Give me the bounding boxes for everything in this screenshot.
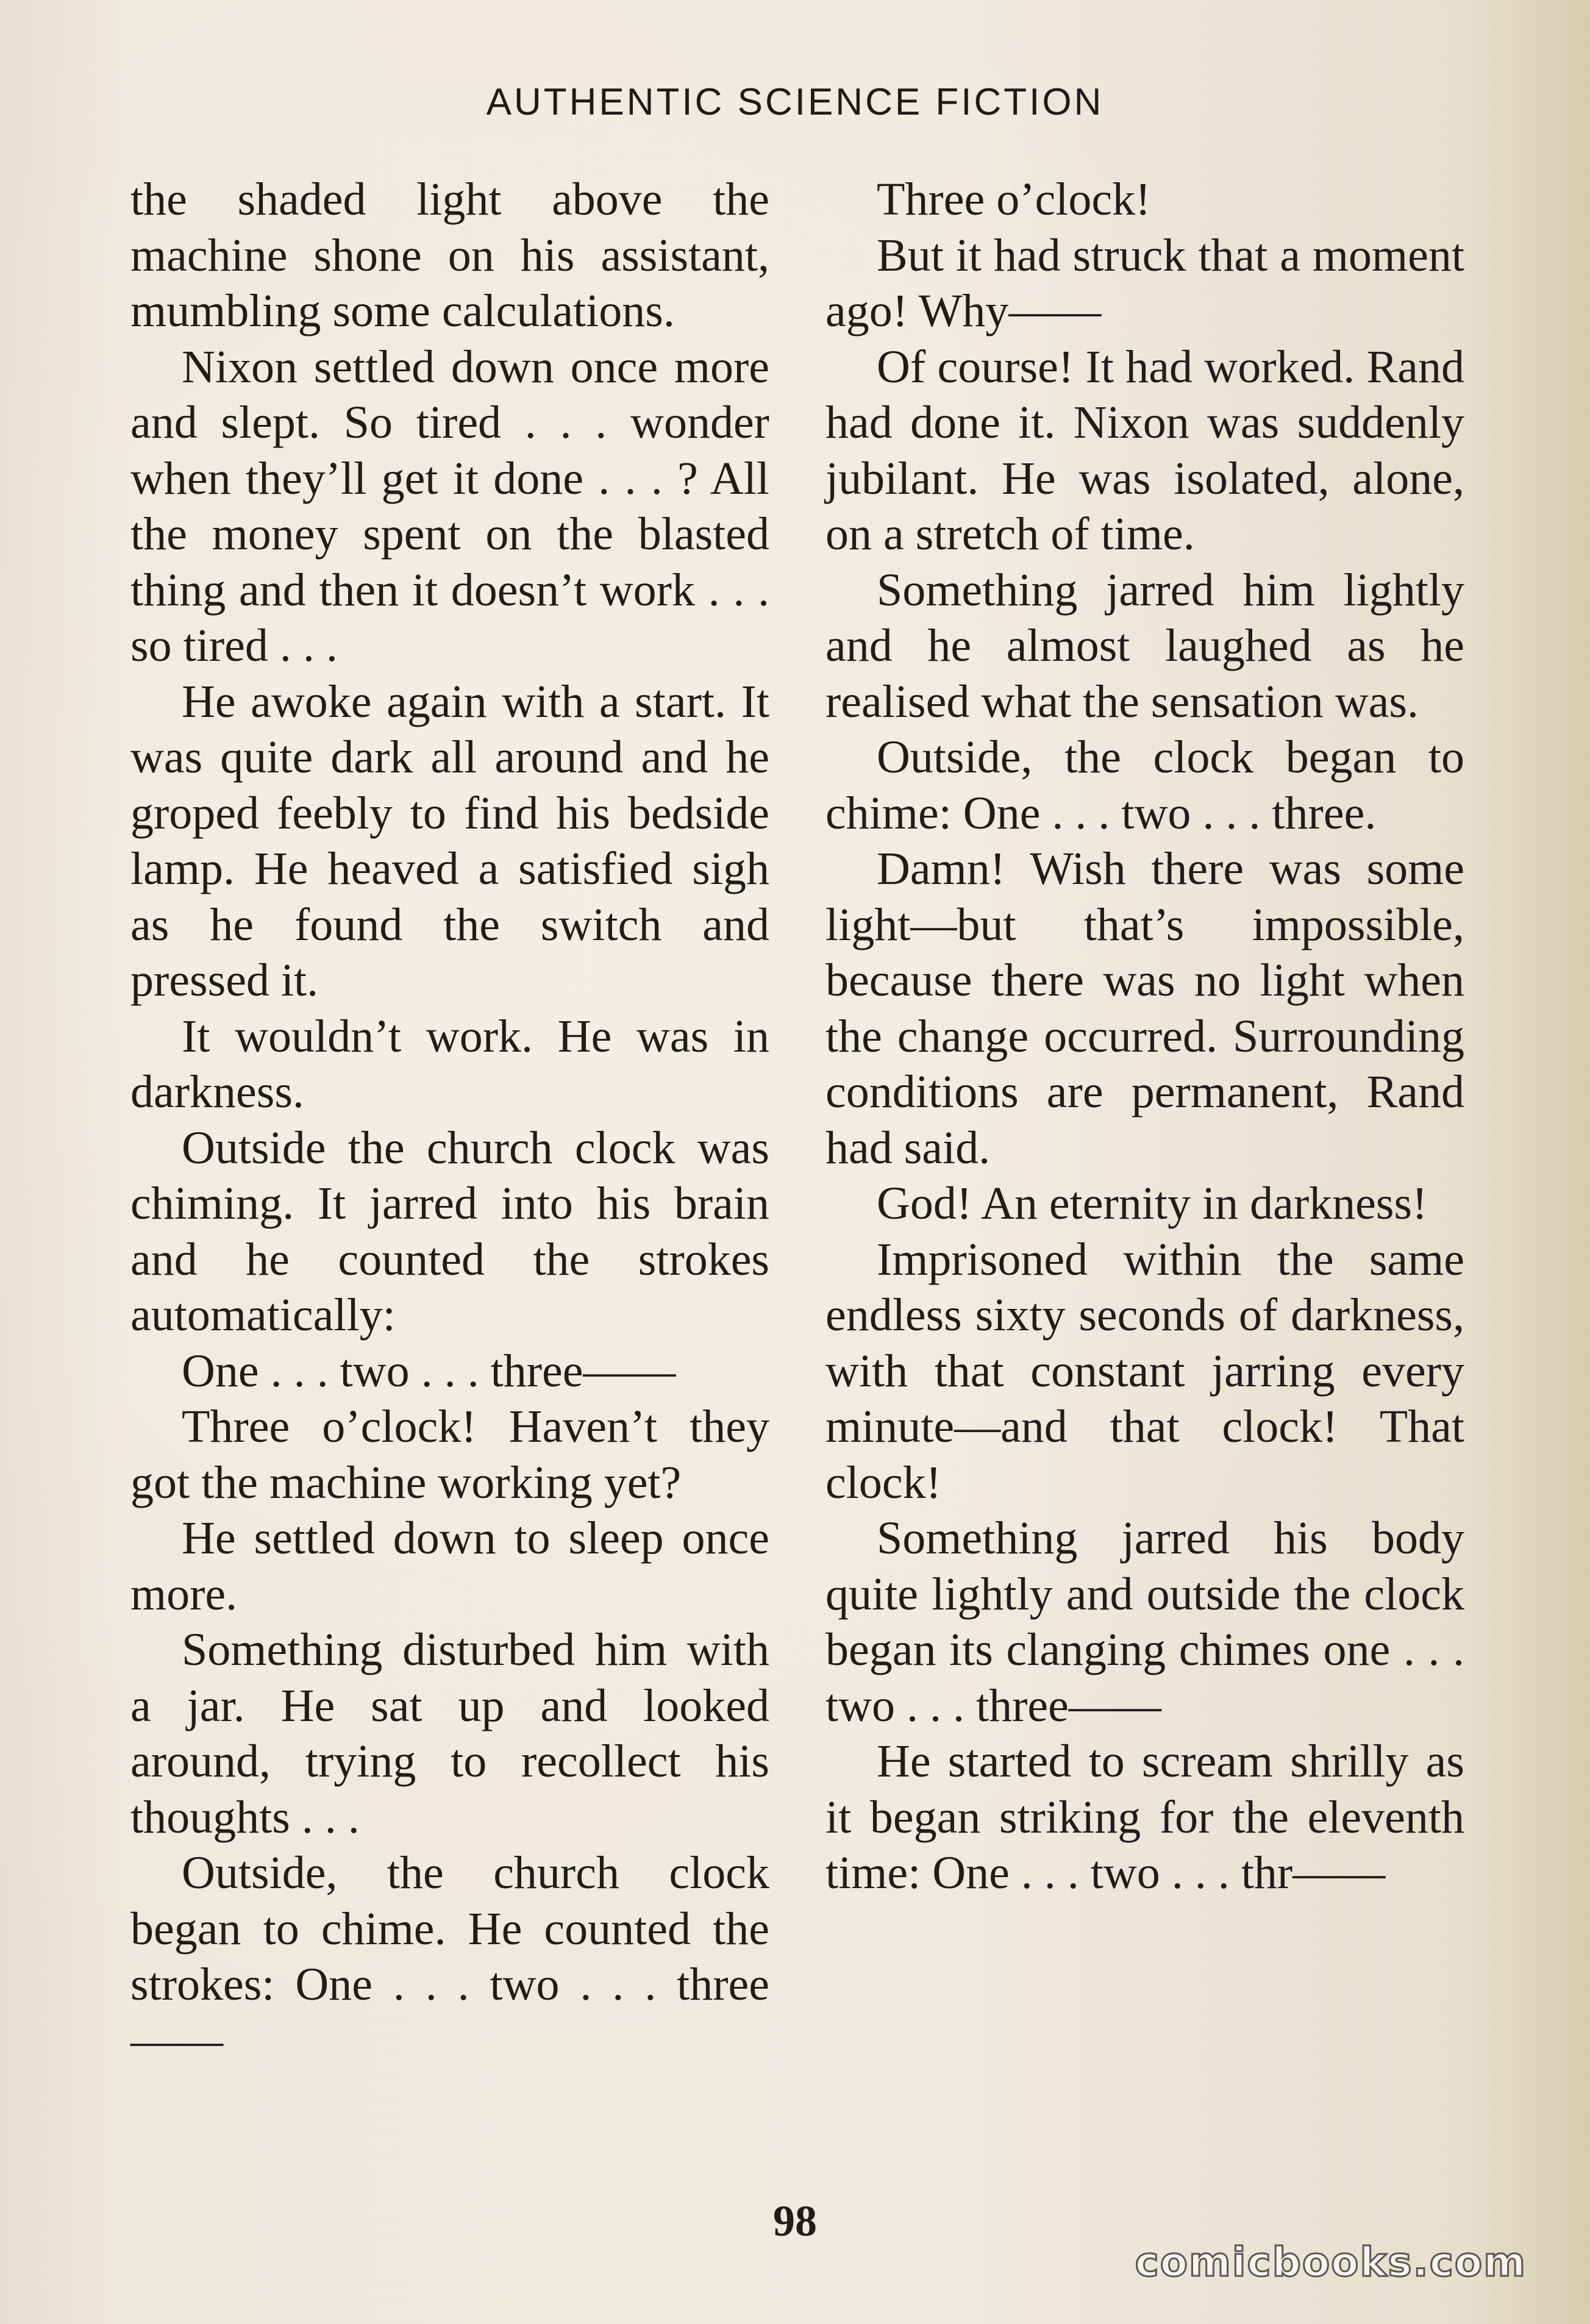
running-header: AUTHENTIC SCIENCE FICTION (486, 81, 1104, 123)
right-text-column (825, 172, 1464, 1902)
source-watermark: comicbooks.com (1135, 2239, 1527, 2286)
paragraph: Something jarred him lightly and he almost laughed as he realised what the sensation was. (825, 564, 1464, 727)
paragraph: Three o’clock! (877, 174, 1151, 225)
paragraph: He settled down to sleep once more. (130, 1513, 769, 1620)
paragraph: Nixon settled down once more and slept. So tired . . . wonder when they’ll get it done . . . ? All the money spent on the blasted thing and then it doesn’t work . . . so tired . . . (130, 341, 769, 671)
paragraph: Something jarred his body quite lightly and outside the clock began its clanging chimes one . . . two . . . three—— (825, 1513, 1464, 1731)
paragraph: God! An eternity in darkness! (877, 1178, 1428, 1229)
paragraph: He started to scream shrilly as it began striking for the eleventh time: One . . . two . . . thr—— (825, 1736, 1464, 1898)
paragraph: It wouldn’t work. He was in darkness. (130, 1010, 769, 1117)
paragraph: Outside, the clock began to chime: One . . . two . . . three. (825, 732, 1464, 839)
paragraph: Outside the church clock was chiming. It jarred into his brain and he counted the strokes automatically: (130, 1122, 769, 1341)
paragraph: Outside, the church clock began to chime. He counted the strokes: One . . . two . . . three—— (130, 1847, 769, 2066)
paragraph: Damn! Wish there was some light—but that’s impossible, because there was no light when the change occurred. Surrounding conditions are permanent, Rand had said. (825, 843, 1464, 1174)
paragraph: Something disturbed him with a jar. He sat up and looked around, trying to recollect his thoughts . . . (130, 1624, 769, 1843)
paragraph: He awoke again with a start. It was quite dark all around and he groped feebly to find his bedside lamp. He heaved a satisfied sigh as he found the switch and pressed it. (130, 675, 769, 1006)
paragraph: Three o’clock! Haven’t they got the machine working yet? (130, 1401, 769, 1508)
paragraph: One . . . two . . . three—— (182, 1345, 676, 1397)
left-text-column (130, 172, 769, 2069)
paragraph: But it had struck that a moment ago! Why—— (825, 229, 1464, 337)
paragraph: Imprisoned within the same endless sixty seconds of darkness, with that constant jarring every minute—and that clock! That clock! (825, 1233, 1464, 1508)
paragraph: Of course! It had worked. Rand had done it. Nixon was suddenly jubilant. He was isolated, alone, on a stretch of time. (825, 341, 1464, 560)
page-number: 98 (773, 2197, 817, 2245)
paragraph: the shaded light above the machine shone on his assistant, mumbling some calculations. (130, 174, 769, 337)
